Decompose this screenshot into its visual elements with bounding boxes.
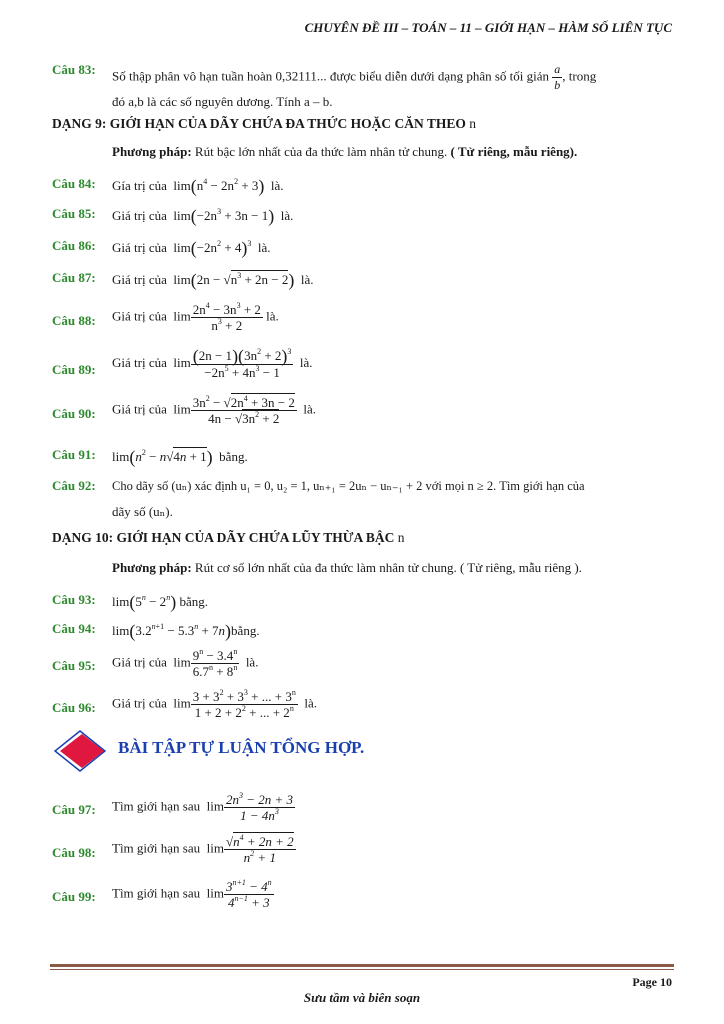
question-89: Câu 89: — [52, 362, 96, 377]
fraction: $\frac{3n^2 - √2n^4 + 3n - 2}{4n - √3n^2 + 2}$ — [192, 394, 295, 426]
diamond-icon — [54, 730, 106, 772]
question-98-body: Tìm giới hạn sau lim $\frac{√n^4 + 2n + 2}{n^2 + 1}$ — [112, 833, 294, 865]
question-99-body: Tìm giới hạn sau lim $\frac{3^{n+1} - 4^n}{4^{n-1} + 3}$ — [112, 878, 272, 910]
method-dang-10: Phương pháp: Rút cơ số lớn nhất của đa thức làm nhân tử chung. ( Tử riêng, mẫu riêng ). — [112, 560, 582, 575]
fraction: $\frac{9^n - 3.4^n}{6.7^n + 8^n}$ — [192, 647, 238, 679]
question-94-body: $\lim(3.2^{n+1} - 5.3^n$ + 7n)bằng. — [112, 621, 260, 641]
footer-credit: Sưu tầm và biên soạn — [303, 990, 421, 1005]
footer-rule — [50, 964, 674, 967]
footer-rule-thin — [50, 969, 674, 970]
question-85-body: Giá trị của $\lim(-2n^3 + 3n - 1)$ là. — [112, 206, 294, 226]
question-98: Câu 98: — [52, 845, 96, 860]
fraction: $\frac{3 + 3^2 + 3^3 + ... + 3^n}{1 + 2 + 2^2 + ... + 2^n}$ — [192, 688, 296, 720]
question-91-body: $\lim(n^2 - n√4n + 1)$ bằng. — [112, 447, 248, 467]
question-99: Câu 99: — [52, 889, 96, 904]
question-87: Câu 87: — [52, 270, 96, 285]
question-96-body: Giá trị của lim $\frac{3 + 3^2 + 3^3 + ... + 3^n}{1 + 2 + 2^2 + ... + 2^n}$ là. — [112, 688, 317, 720]
question-94: Câu 94: — [52, 621, 96, 636]
section-heading-dang-10: DẠNG 10: GIỚI HẠN CỦA DÃY CHỨA LŨY THỪA BẬC n — [52, 530, 405, 545]
question-90-body: Giá trị của lim $\frac{3n^2 - √2n^4 + 3n - 2}{4n - √3n^2 + 2}$ là. — [112, 394, 316, 426]
question-92-line2: dãy số (uₙ). — [112, 504, 173, 519]
question-93-body: $\lim(5^n - 2^n)$ bằng. — [112, 592, 208, 612]
fraction: $\frac{√n^4 + 2n + 2}{n^2 + 1}$ — [225, 833, 294, 865]
question-label: Câu 83: — [52, 62, 96, 77]
question-92: Câu 92: — [52, 478, 96, 493]
question-93: Câu 93: — [52, 592, 96, 607]
question-84: Câu 84: — [52, 176, 96, 191]
question-88: Câu 88: — [52, 313, 96, 328]
section-title: BÀI TẬP TỰ LUẬN TỔNG HỢP. — [118, 738, 365, 757]
method-dang-9: Phương pháp: Rút bậc lớn nhất của đa thức làm nhân tử chung. ( Tử riêng, mẫu riêng). — [112, 144, 578, 159]
fraction: $\frac{3^{n+1} - 4^n}{4^{n-1} + 3}$ — [225, 878, 272, 910]
fraction: $\frac{(2n - 1)(3n^2 + 2)^3}{-2n^5 + 4n^3 - 1}$ — [192, 346, 292, 380]
question-97-body: Tìm giới hạn sau lim $\frac{2n^3 - 2n + 3}{1 - 4n^3}$ — [112, 791, 294, 823]
question-92-line1: Cho dãy số (uₙ) xác định u₁ = 0, u₂ = 1, uₙ₊₁ = 2uₙ − uₙ₋₁ + 2 với mọi n ≥ 2. Tìm giới hạn của — [112, 479, 585, 493]
question-96: Câu 96: — [52, 700, 96, 715]
question-83 — [52, 62, 96, 78]
question-88-body: Giá trị của lim $\frac{2n^4 - 3n^3 + 2}{n^3 + 2}$ là. — [112, 301, 279, 333]
fraction: $\frac{2n^3 - 2n + 3}{1 - 4n^3}$ — [225, 791, 294, 823]
question-91: Câu 91: — [52, 447, 96, 462]
section-heading-dang-9: DẠNG 9: GIỚI HẠN CỦA DÃY CHỨA ĐA THỨC HOẶC CĂN THEO n — [52, 116, 477, 131]
question-97: Câu 97: — [52, 802, 96, 817]
question-83-text: Số thập phân vô hạn tuần hoàn 0,32111... được biểu diễn dưới dạng phân số tối giản $\frac{a}{b}$ , trong — [112, 62, 597, 92]
question-95: Câu 95: — [52, 658, 96, 673]
page-number: Page 10 — [632, 975, 672, 989]
question-90: Câu 90: — [52, 406, 96, 421]
question-84-body: Gía trị của $\lim(n^4 - 2n^2 + 3)$ là. — [112, 176, 284, 196]
question-95-body: Giá trị của lim $\frac{9^n - 3.4^n}{6.7^n + 8^n}$ là. — [112, 647, 259, 679]
page-header: CHUYÊN ĐỀ III – TOÁN – 11 – GIỚI HẠN – HÀM SỐ LIÊN TỤC — [304, 20, 672, 35]
question-86-body: Giá trị của $\lim(-2n^2 + 4)^3$ là. — [112, 238, 271, 258]
question-85: Câu 85: — [52, 206, 96, 221]
question-83-line2: đó a,b là các số nguyên dương. Tính a – b. — [112, 94, 333, 109]
question-89-body: Giá trị của lim $\frac{(2n - 1)(3n^2 + 2)^3}{-2n^5 + 4n^3 - 1}$ là. — [112, 346, 313, 380]
fraction: $\frac{2n^4 - 3n^3 + 2}{n^3 + 2}$ — [192, 301, 261, 333]
question-86: Câu 86: — [52, 238, 96, 253]
question-87-body: Giá trị của $\lim(2n - √n^3 + 2n - 2)$ là. — [112, 270, 314, 290]
fraction: $\frac{a}{b}$ — [554, 62, 561, 92]
